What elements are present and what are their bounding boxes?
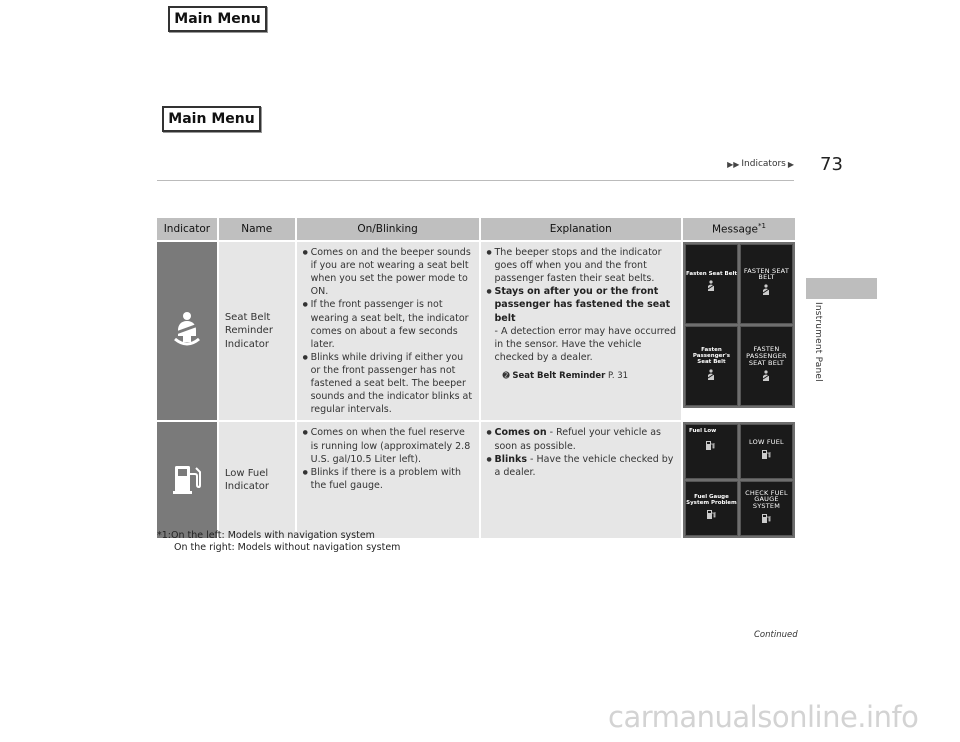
- explanation-cell: [481, 240, 683, 420]
- breadcrumb-arrow-icon: ▶▶: [727, 159, 740, 169]
- message-text: CHECK FUEL GAUGE SYSTEM: [745, 488, 788, 511]
- breadcrumb-section-link[interactable]: Indicators: [741, 159, 786, 169]
- message-display: [740, 326, 793, 406]
- message-text: Fuel Gauge System Problem: [686, 493, 737, 506]
- section-tab[interactable]: [806, 278, 877, 299]
- main-menu-button[interactable]: Main Menu: [168, 6, 267, 32]
- seat-belt-icon: [706, 280, 716, 296]
- reference-page: P. 31: [608, 370, 629, 381]
- col-header-indicator: Indicator: [157, 218, 219, 240]
- explanation-text: - A detection error may have occurred in the sensor. Have the vehicle checked by a dealer.: [494, 325, 677, 363]
- message-display: [740, 481, 793, 536]
- col-header-explanation: Explanation: [481, 218, 683, 240]
- message-text: FASTEN PASSENGER SEAT BELT: [746, 345, 787, 367]
- list-item: ● If the front passenger is not wearing a seat belt, the indicator comes on about a few seconds later.: [303, 298, 475, 350]
- col-header-name: Name: [219, 218, 297, 240]
- list-item: [487, 453, 677, 479]
- message-display: [685, 326, 738, 406]
- table-row: [157, 420, 795, 538]
- list-item: [487, 426, 677, 452]
- table-row: [157, 240, 795, 420]
- fuel-pump-icon: [169, 488, 205, 499]
- indicator-cell: [157, 240, 219, 420]
- list-item: ● Comes on and the beeper sounds if you are not wearing a seat belt when you set the power mode to ON.: [303, 246, 475, 298]
- indicator-name: Low Fuel Indicator: [219, 420, 297, 538]
- message-text: LOW FUEL: [749, 438, 784, 447]
- reference-icon: ➋: [502, 370, 510, 381]
- page-reference-link[interactable]: [481, 371, 681, 383]
- breadcrumb-arrow-icon: ▶: [787, 159, 794, 169]
- reference-label: Seat Belt Reminder: [512, 370, 606, 381]
- message-display: [685, 244, 738, 324]
- footnote-line: *1:On the left: Models with navigation system: [157, 530, 375, 541]
- message-display: [740, 424, 793, 479]
- message-display: [685, 424, 738, 479]
- table-footnote: [157, 530, 400, 555]
- explanation-text: - Have the vehicle checked by a dealer.: [494, 453, 674, 478]
- indicator-cell: [157, 420, 219, 538]
- message-display: [685, 481, 738, 536]
- explanation-bold-text: Blinks: [494, 453, 527, 465]
- list-item: ● The beeper stops and the indicator goes off when you and the front passenger fasten their seat belts.: [487, 246, 677, 285]
- list-item: [487, 285, 677, 364]
- footnote-marker: *1: [758, 222, 766, 231]
- fuel-pump-icon: [706, 509, 716, 524]
- message-text: Fasten Passenger's Seat Belt: [692, 347, 731, 366]
- indicator-table: [157, 218, 795, 538]
- explanation-bold-text: Comes on: [494, 427, 547, 439]
- message-text: Fuel Low: [688, 428, 717, 435]
- fuel-pump-icon: [705, 440, 715, 455]
- indicator-name: Seat Belt Reminder Indicator: [219, 240, 297, 420]
- list-item: ● Blinks while driving if either you or the front passenger has not fastened a seat belt. The beeper sounds and the indicator blinks at regular intervals.: [303, 351, 475, 417]
- breadcrumb: [727, 159, 794, 169]
- page-number: 73: [820, 154, 843, 175]
- explanation-bold-text: Stays on after you or the front passenger has fastened the seat belt: [494, 286, 671, 324]
- main-menu-button-secondary[interactable]: Main Menu: [162, 106, 261, 132]
- message-text: Fasten Seat Belt: [685, 271, 737, 278]
- col-header-on-blinking: On/Blinking: [297, 218, 481, 240]
- message-cell: [683, 240, 795, 420]
- list-item: ● Blinks if there is a problem with the fuel gauge.: [303, 466, 475, 492]
- fuel-pump-icon: [761, 449, 771, 464]
- section-tab-label: Instrument Panel: [813, 302, 823, 382]
- table-header-row: [157, 218, 795, 240]
- col-header-message: [683, 218, 795, 240]
- footnote-line: On the right: Models without navigation system: [174, 542, 401, 554]
- watermark: carmanualsonline.info: [608, 700, 919, 734]
- on-blinking-cell: [297, 420, 481, 538]
- continued-label: Continued: [754, 630, 798, 640]
- message-text: FASTEN SEAT BELT: [743, 266, 789, 282]
- seat-belt-icon: [761, 370, 771, 386]
- message-display: [740, 244, 793, 324]
- on-blinking-cell: [297, 240, 481, 420]
- explanation-text: - Refuel your vehicle as soon as possible.: [494, 427, 661, 452]
- message-cell: [683, 420, 795, 538]
- header-divider: [157, 180, 794, 181]
- seat-belt-icon: [761, 284, 771, 300]
- fuel-pump-icon: [761, 513, 771, 528]
- seat-belt-icon: [706, 369, 716, 385]
- list-item: ● Comes on when the fuel reserve is running low (approximately 2.8 U.S. gal/10.5 Liter left).: [303, 426, 475, 465]
- col-header-message-label: Message: [711, 223, 759, 236]
- explanation-cell: [481, 420, 683, 538]
- seat-belt-icon: [167, 341, 207, 352]
